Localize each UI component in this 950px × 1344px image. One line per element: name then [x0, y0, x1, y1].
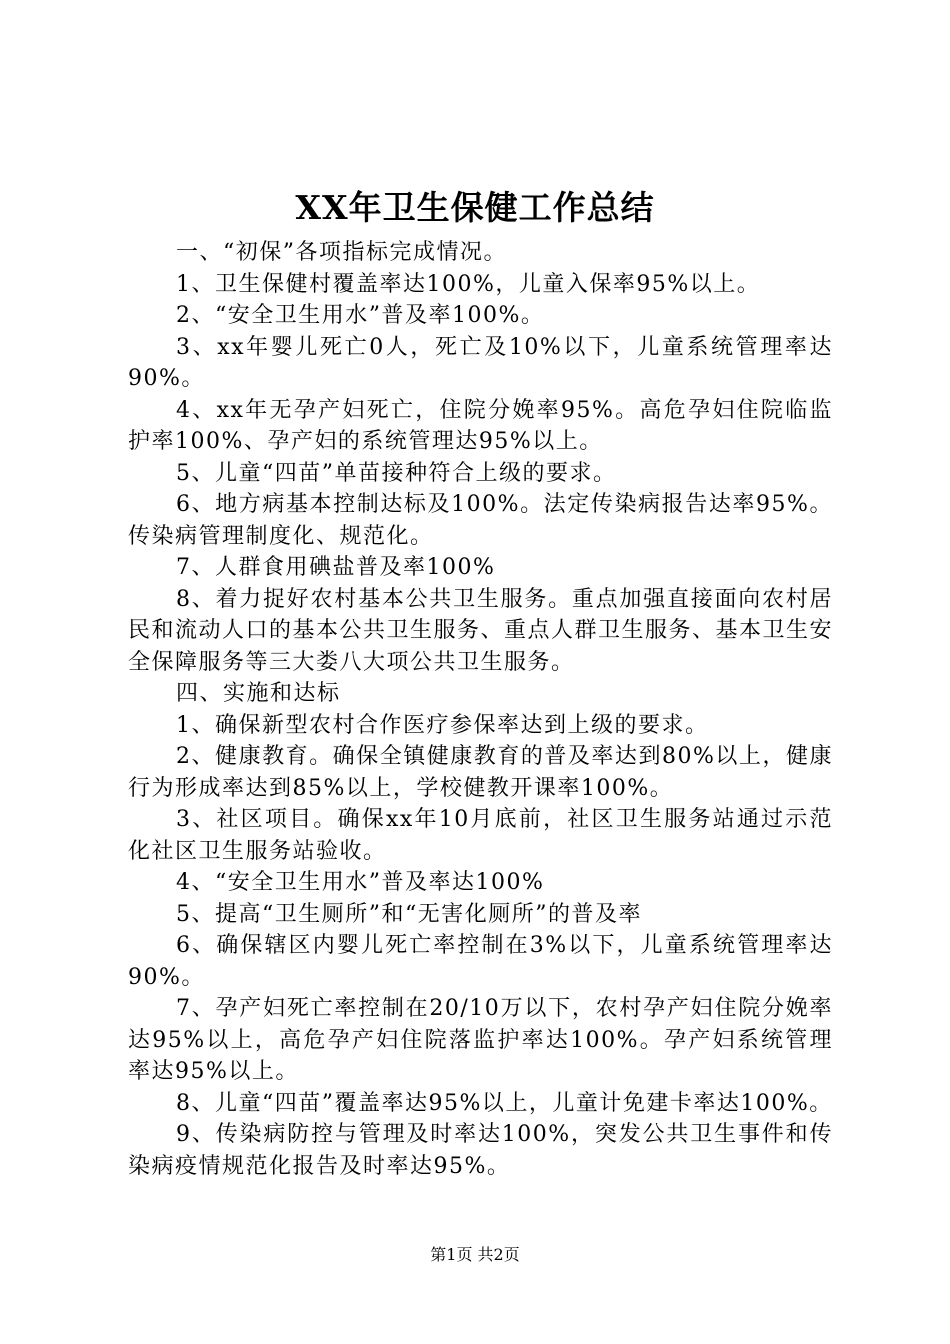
- paragraph: 8、儿童“四苗”覆盖率达95%以上，儿童计免建卡率达100%。: [176, 1090, 833, 1116]
- paragraph: 5、儿童“四苗”单苗接种符合上级的要求。: [176, 460, 617, 486]
- paragraph: 8、着力捉好农村基本公共卫生服务。重点加强直接面向农村居民和流动人口的基本公共卫生服务、重点人群卫生服务、基本卫生安全保障服务等三大娄八大项公共卫生服务。: [128, 586, 834, 675]
- paragraph: 7、孕产妇死亡率控制在20/10万以下，农村孕产妇住院分娩率达95%以上，高危孕产妇住院落监护率达100%。孕产妇系统管理率达95%以上。: [128, 996, 833, 1084]
- paragraph: 4、xx年无孕产妇死亡，住院分娩率95%。高危孕妇住院临监护率100%、孕产妇的系统管理达95%以上。: [128, 397, 833, 454]
- page-footer: 第1页 共2页: [430, 1245, 520, 1264]
- paragraph: 5、提高“卫生厕所”和“无害化厕所”的普及率: [176, 901, 642, 927]
- paragraph: 7、人群食用碘盐普及率100%: [176, 555, 496, 580]
- paragraph: 1、卫生保健村覆盖率达100%，儿童入保率95%以上。: [176, 271, 761, 297]
- paragraph: 2、健康教育。确保全镇健康教育的普及率达到80%以上，健康行为形成率达到85%以上，学校健教开课率100%。: [128, 744, 833, 801]
- document-title: XX年卫生保健工作总结: [295, 188, 655, 227]
- paragraph: 3、社区项目。确保xx年10月底前，社区卫生服务站通过示范化社区卫生服务站验收。: [128, 807, 833, 864]
- paragraph: 1、确保新型农村合作医疗参保率达到上级的要求。: [176, 712, 709, 738]
- paragraph: 四、实施和达标: [176, 681, 341, 706]
- paragraph: 3、xx年婴儿死亡0人，死亡及10%以下，儿童系统管理率达90%。: [128, 334, 833, 391]
- paragraph: 6、地方病基本控制达标及100%。法定传染病报告达率95%。传染病管理制度化、规范化。: [128, 492, 833, 549]
- paragraph: 6、确保辖区内婴儿死亡率控制在3%以下，儿童系统管理率达90%。: [128, 933, 833, 990]
- paragraph: 9、传染病防控与管理及时率达100%，突发公共卫生事件和传染病疫情规范化报告及时率达95%。: [128, 1122, 833, 1179]
- paragraph: 4、“安全卫生用水”普及率达100%: [176, 870, 545, 895]
- document-body: [128, 237, 833, 1182]
- paragraph: 2、“安全卫生用水”普及率100%。: [176, 303, 545, 328]
- paragraph: 一、“初保”各项指标完成情况。: [176, 240, 507, 265]
